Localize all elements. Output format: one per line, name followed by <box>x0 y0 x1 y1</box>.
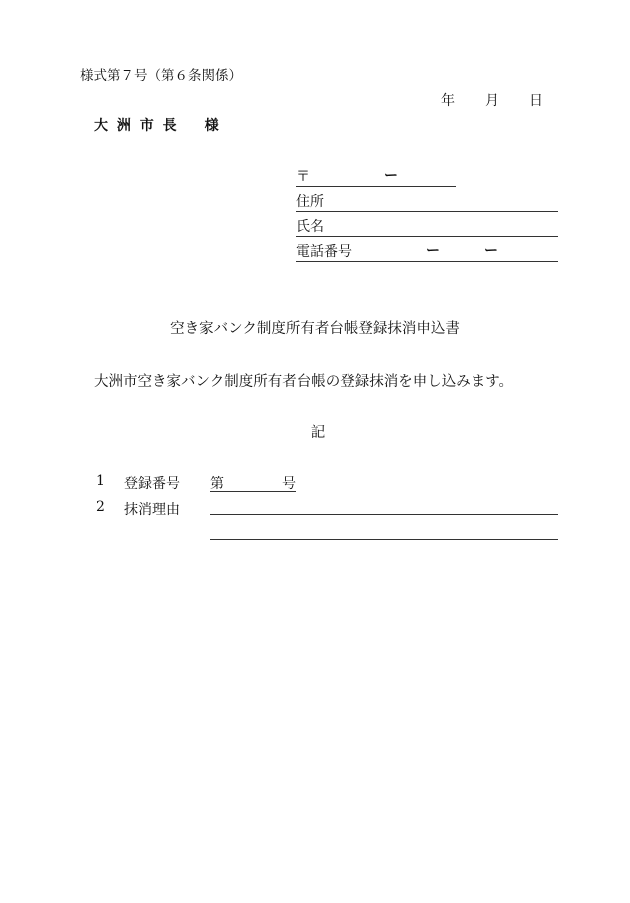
item-2-number: 2 <box>96 499 105 515</box>
date-month[interactable]: 月 <box>485 93 499 109</box>
phone-dash-2: ー <box>484 243 498 259</box>
form-number: 様式第７号（第６条関係） <box>80 68 242 84</box>
item-1-number: 1 <box>96 473 105 489</box>
name-field[interactable] <box>296 216 558 237</box>
address-label: 住所 <box>296 194 324 210</box>
reason-line-2[interactable] <box>210 539 558 540</box>
addressee-name: 大 洲 市 長 <box>94 118 179 134</box>
date-year[interactable]: 年 <box>441 93 455 109</box>
date-day[interactable]: 日 <box>529 93 543 109</box>
body-text: 大洲市空き家バンク制度所有者台帳の登録抹消を申し込みます。 <box>94 374 514 390</box>
registration-suffix: 号 <box>282 476 296 492</box>
address-field[interactable] <box>296 191 558 212</box>
phone-field[interactable] <box>296 241 558 262</box>
date-line <box>441 90 543 110</box>
registration-number-field[interactable] <box>210 473 296 492</box>
ki-heading: 記 <box>310 425 326 441</box>
phone-label: 電話番号 <box>296 244 352 260</box>
postal-dash: ー <box>384 168 398 184</box>
postal-mark: 〒 <box>296 169 310 185</box>
postal-code-field[interactable] <box>296 166 456 187</box>
registration-prefix: 第 <box>210 476 224 492</box>
item-1-label: 登録番号 <box>124 476 180 492</box>
document-title: 空き家バンク制度所有者台帳登録抹消申込書 <box>170 321 460 337</box>
phone-dash-1: ー <box>426 243 440 259</box>
reason-line-1[interactable] <box>210 514 558 515</box>
item-2-label: 抹消理由 <box>124 502 180 518</box>
honorific: 様 <box>204 118 221 134</box>
name-label: 氏名 <box>296 219 324 235</box>
addressee <box>94 115 221 135</box>
